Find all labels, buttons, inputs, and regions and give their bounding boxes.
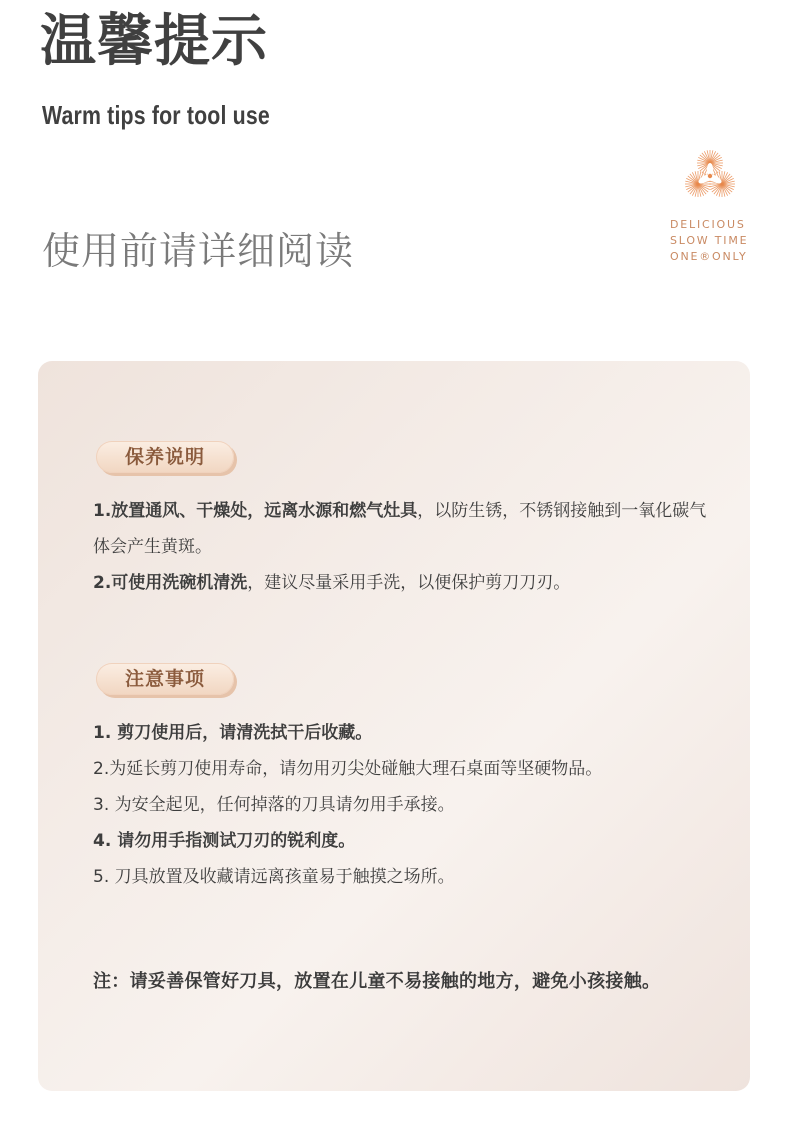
care-item-2-detail: ，建议尽量采用手洗，以便保护剪刀刀刃。 [247,573,571,593]
care-item-1-emphasis: 1.放置通风、干燥处，远离水源和燃气灶具 [93,501,418,521]
notice-item-1-text: 1. 剪刀使用后，请清洗拭干后收藏。 [93,723,373,743]
page-title-english: Warm tips for tool use [42,100,270,130]
care-section-label: 保养说明 [96,441,234,473]
brand-block [664,143,756,265]
care-item-1-detail: ，以防生锈，不锈钢接触到一氧化碳气体会产生黄斑。 [93,501,707,557]
notice-item-4-text: 4. 请勿用手指测试刀刃的锐利度。 [93,831,356,851]
notice-item-5: 5. 刀具放置及收藏请远离孩童易于触摸之场所。 [93,867,455,887]
footer-note: 注：请妥善保管好刀具，放置在儿童不易接触的地方，避免小孩接触。 [93,971,661,992]
brand-tagline-2: SLOW TIME [670,234,749,247]
brand-tagline-1: DELICIOUS [670,218,746,231]
notice-item-3: 3. 为安全起见，任何掉落的刀具请勿用手承接。 [93,795,455,815]
radiating-petals-logo [677,143,743,209]
notice-item-4 [93,823,723,859]
care-item-2 [93,565,723,601]
notice-item-2: 2.为延长剪刀使用寿命，请勿用刃尖处碰触大理石桌面等坚硬物品。 [93,759,603,779]
care-item-1 [93,493,723,565]
brand-tagline-3: ONE®ONLY [670,250,748,263]
page-subtitle: 使用前请详细阅读 [42,229,355,273]
care-item-2-emphasis: 2.可使用洗碗机清洗 [93,573,248,593]
care-instructions [93,493,723,601]
info-card [38,361,750,1091]
notice-item-1 [93,715,723,751]
notice-list [93,715,723,895]
page-title: 温馨提示 [40,9,268,74]
notice-section-label: 注意事项 [96,663,234,695]
